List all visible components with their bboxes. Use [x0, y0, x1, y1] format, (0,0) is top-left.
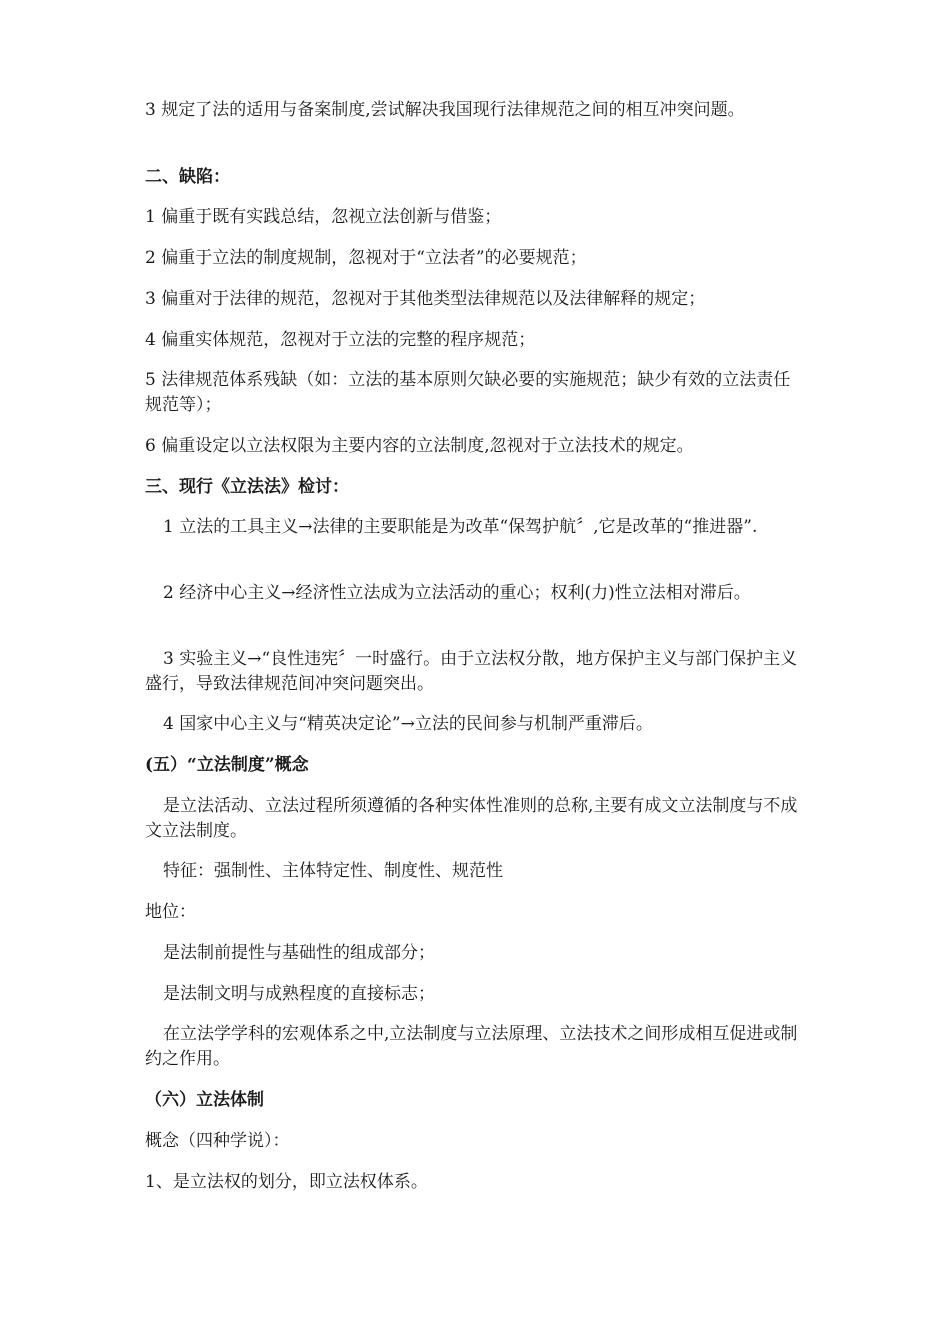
paragraph-features: 特征：强制性、主体特定性、制度性、规范性 [163, 861, 503, 881]
paragraph-defect-4: 4 偏重实体规范，忽视对于立法的完整的程序规范； [145, 330, 536, 350]
heading-legislative-structure: （六）立法体制 [145, 1090, 264, 1110]
paragraph-defect-3: 3 偏重对于法律的规范，忽视对于其他类型法律规范以及法律解释的规定； [145, 289, 706, 309]
paragraph-concept-theories: 概念（四种学说）： [145, 1131, 290, 1151]
paragraph-review-1: 1 立法的工具主义→法律的主要职能是为改革“保驾护航〞,它是改革的“推进器”. [163, 517, 758, 537]
paragraph-status-label: 地位： [145, 902, 196, 922]
heading-legislative-system-concept: (五）“立法制度”概念 [145, 755, 309, 775]
paragraph-status-1: 是法制前提性与基础性的组成部分； [163, 943, 435, 963]
paragraph-review-4: 4 国家中心主义与“精英决定论”→立法的民间参与机制严重滞后。 [163, 714, 653, 734]
paragraph-advantage-3: 3 规定了法的适用与备案制度,尝试解决我国现行法律规范之间的相互冲突问题。 [145, 100, 745, 120]
paragraph-defect-2: 2 偏重于立法的制度规制，忽视对于“立法者”的必要规范； [145, 248, 587, 268]
paragraph-theory-1: 1、是立法权的划分，即立法权体系。 [145, 1172, 428, 1192]
heading-review: 三、现行《立法法》检讨： [145, 477, 349, 497]
paragraph-defect-1: 1 偏重于既有实践总结，忽视立法创新与借鉴； [145, 207, 502, 227]
paragraph-status-2: 是法制文明与成熟程度的直接标志； [163, 984, 435, 1004]
paragraph-defect-6: 6 偏重设定以立法权限为主要内容的立法制度,忽视对于立法技术的规定。 [145, 436, 694, 456]
paragraph-defect-5: 5 法律规范体系残缺（如：立法的基本原则欠缺必要的实施规范；缺少有效的立法责任规范等）； [145, 370, 791, 415]
paragraph-review-2: 2 经济中心主义→经济性立法成为立法活动的重心；权利(力)性立法相对滞后。 [163, 583, 751, 603]
paragraph-review-3: 3 实验主义→“良性违宪〞一时盛行。由于立法权分散，地方保护主义与部门保护主义盛行，导致法律规范间冲突问题突出。 [145, 649, 798, 694]
paragraph-status-3: 在立法学学科的宏观体系之中,立法制度与立法原理、立法技术之间形成相互促进或制约之作用。 [145, 1024, 798, 1069]
heading-defects: 二、缺陷： [145, 167, 230, 187]
paragraph-concept-definition: 是立法活动、立法过程所须遵循的各种实体性准则的总称,主要有成文立法制度与不成文立法制度。 [145, 796, 798, 841]
